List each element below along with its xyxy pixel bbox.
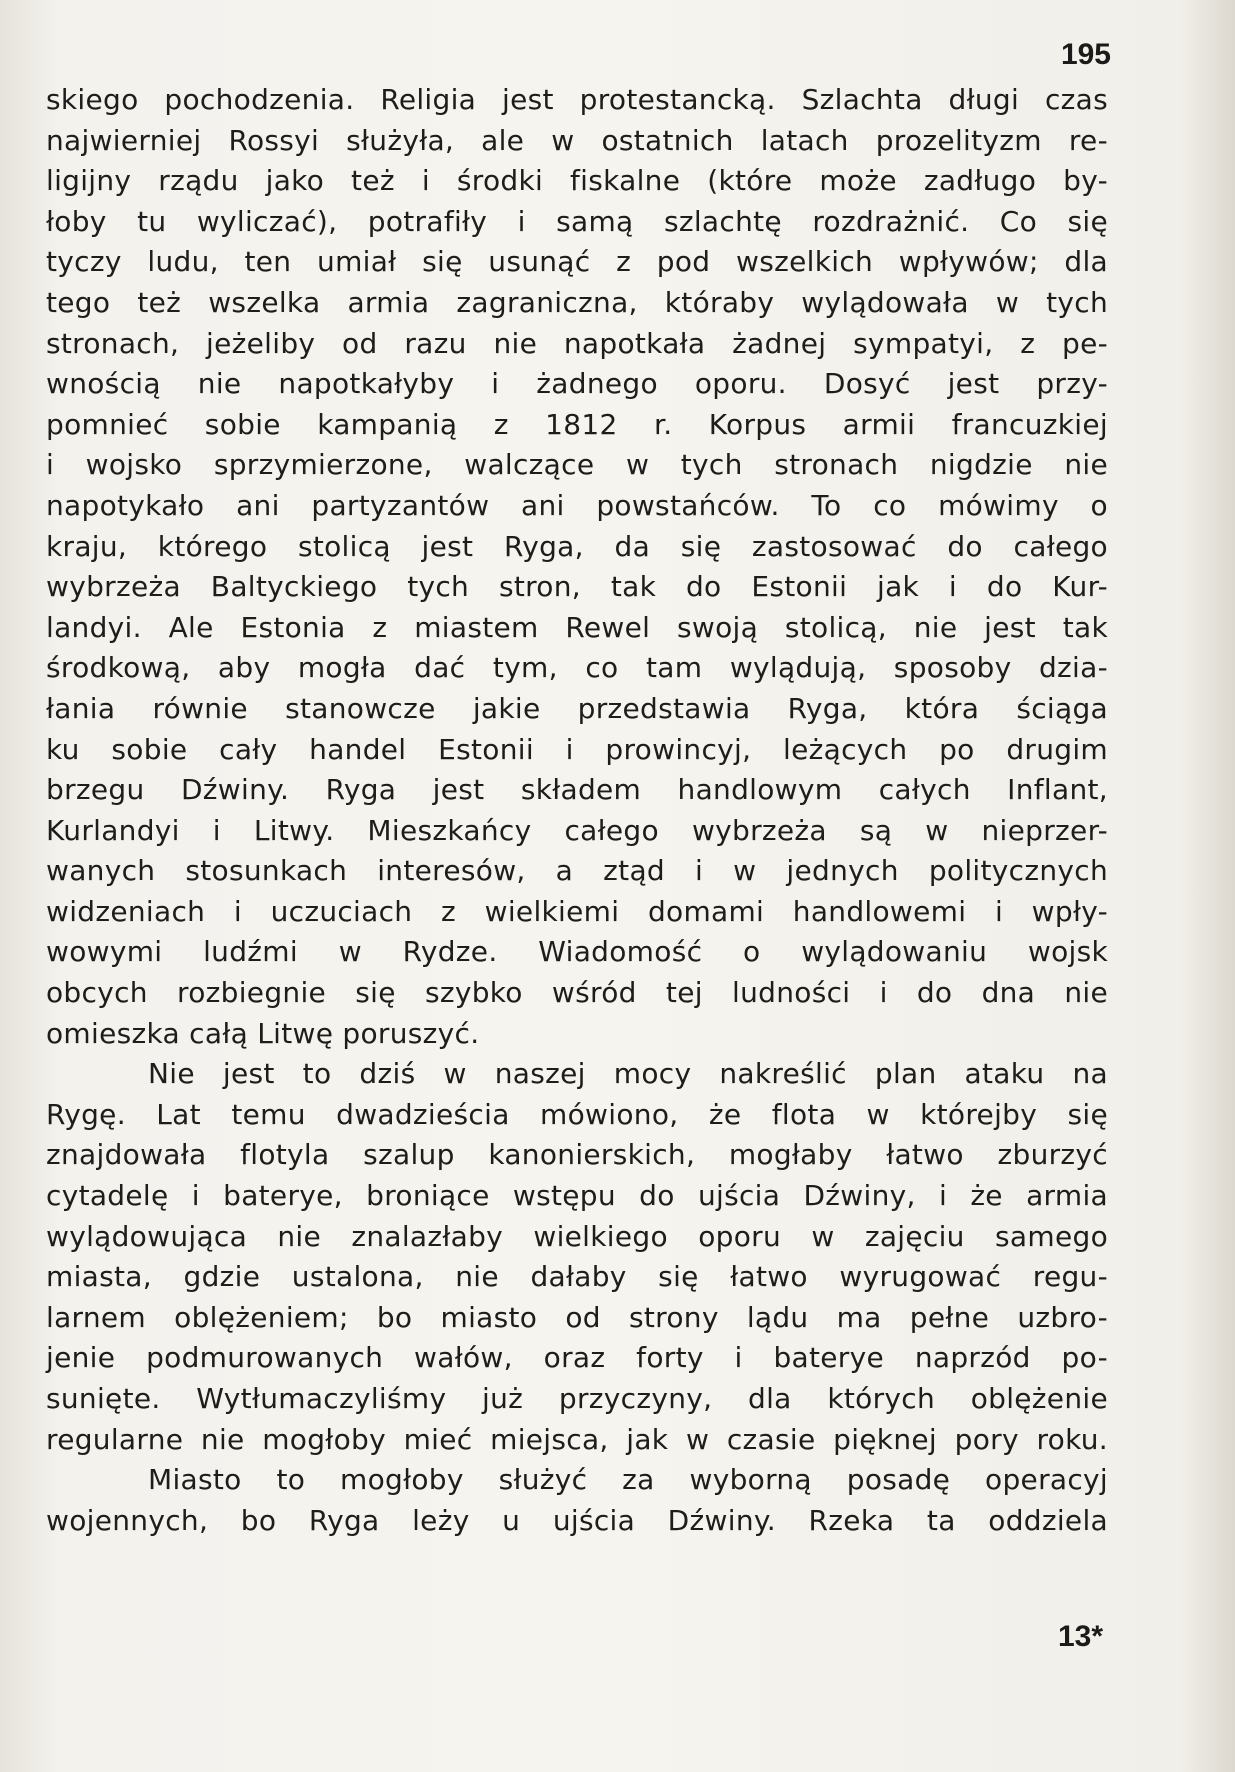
text-line: jenie podmurowanych wałów, oraz forty i bateryе naprzód po- xyxy=(46,1341,1108,1375)
signature-mark: 13* xyxy=(1057,1620,1103,1653)
text-line: wojennych, bo Ryga leży u ujścia Dźwiny. Rzeka ta oddziela xyxy=(46,1503,1108,1537)
text-line: łoby tu wyliczać), potrafiły i samą szlachtę rozdrażnić. Co się xyxy=(46,204,1108,238)
text-line: Rygę. Lat temu dwadzieścia mówiono, że flota w którejby się xyxy=(46,1097,1108,1131)
text-line: wybrzeża Baltyckiego tych stron, tak do Estonii jak i do Kur- xyxy=(46,570,1108,604)
body-text xyxy=(46,80,1108,1541)
text-line: wnością nie napotkałyby i żadnego oporu. Dosyć jest przy- xyxy=(46,367,1108,401)
text-line: wanych stosunkach interesów, a ztąd i w jednych politycznych xyxy=(46,854,1108,888)
text-line: i wojsko sprzymierzone, walczące w tych stronach nigdzie nie xyxy=(46,448,1108,482)
text-line: regularne nie mogłoby mieć miejsca, jak w czasie pięknej pory roku. xyxy=(46,1422,1108,1456)
text-line: tyczy ludu, ten umiał się usunąć z pod wszelkich wpływów; dla xyxy=(46,245,1108,279)
text-line: Miasto to mogłoby służyć za wyborną posadę operacyj xyxy=(148,1463,1108,1497)
text-line: Kurlandyi i Litwy. Mieszkańcy całego wybrzeża są w nieprzer- xyxy=(46,813,1108,847)
text-line: łania równie stanowcze jakie przedstawia Ryga, która ściąga xyxy=(46,691,1108,725)
text-line: pomnieć sobie kampanią z 1812 r. Korpus armii francuzkiej xyxy=(46,407,1108,441)
page-number: 195 xyxy=(1060,38,1111,71)
text-line: ku sobie cały handel Estonii i prowincyj, leżących po drugim xyxy=(46,732,1108,766)
text-line: sunięte. Wytłumaczyliśmy już przyczyny, dla których oblężenie xyxy=(46,1382,1108,1415)
text-line: Nie jest to dziś w naszej mocy nakreślić plan ataku na xyxy=(148,1057,1108,1091)
text-line: środkową, aby mogła dać tym, co tam wylądują, sposoby dzia- xyxy=(46,651,1108,685)
text-line: obcych rozbiegnie się szybko wśród tej ludności i do dna nie xyxy=(46,976,1108,1010)
text-line: wylądowująca nie znalazłaby wielkiego oporu w zajęciu samego xyxy=(46,1219,1108,1253)
text-line: wowymi ludźmi w Rydze. Wiadomość o wylądowaniu wojsk xyxy=(46,935,1108,969)
text-line: larnem oblężeniem; bo miasto od strony lądu ma pełne uzbro- xyxy=(46,1300,1108,1334)
text-line: kraju, którego stolicą jest Ryga, da się zastosować do całego xyxy=(46,529,1108,563)
text-line: ligijny rządu jako też i środki fiskalne (które może zadługo by- xyxy=(46,164,1108,198)
text-line: cytadelę i bateryе, broniące wstępu do ujścia Dźwiny, i że armia xyxy=(46,1179,1108,1213)
text-line: brzegu Dźwiny. Ryga jest składem handlowym całych Inflant, xyxy=(46,773,1108,807)
text-line: omieszka całą Litwę poruszyć. xyxy=(46,1016,480,1050)
text-line: miasta, gdzie ustalona, nie dałaby się łatwo wyrugować regu- xyxy=(46,1260,1108,1294)
text-line: landyi. Ale Estonia z miastem Rewel swoją stolicą, nie jest tak xyxy=(46,610,1108,644)
text-line: znajdowała flotyla szalup kanonierskich, mogłaby łatwo zburzyć xyxy=(46,1138,1108,1172)
text-line: stronach, jeżeliby od razu nie napotkała żadnej sympatyi, z pe- xyxy=(46,326,1108,360)
text-line: widzeniach i uczuciach z wielkiemi domami handlowemi i wpły- xyxy=(46,894,1108,928)
text-line: napotykało ani partyzantów ani powstańców. To co mówimy o xyxy=(46,488,1108,522)
text-line: skiego pochodzenia. Religia jest protestancką. Szlachta długi czas xyxy=(46,83,1108,116)
text-line: tego też wszelka armia zagraniczna, któraby wylądowała w tych xyxy=(46,285,1108,319)
text-line: najwierniej Rossyi służyła, ale w ostatnich latach prozelityzm re- xyxy=(46,123,1108,157)
